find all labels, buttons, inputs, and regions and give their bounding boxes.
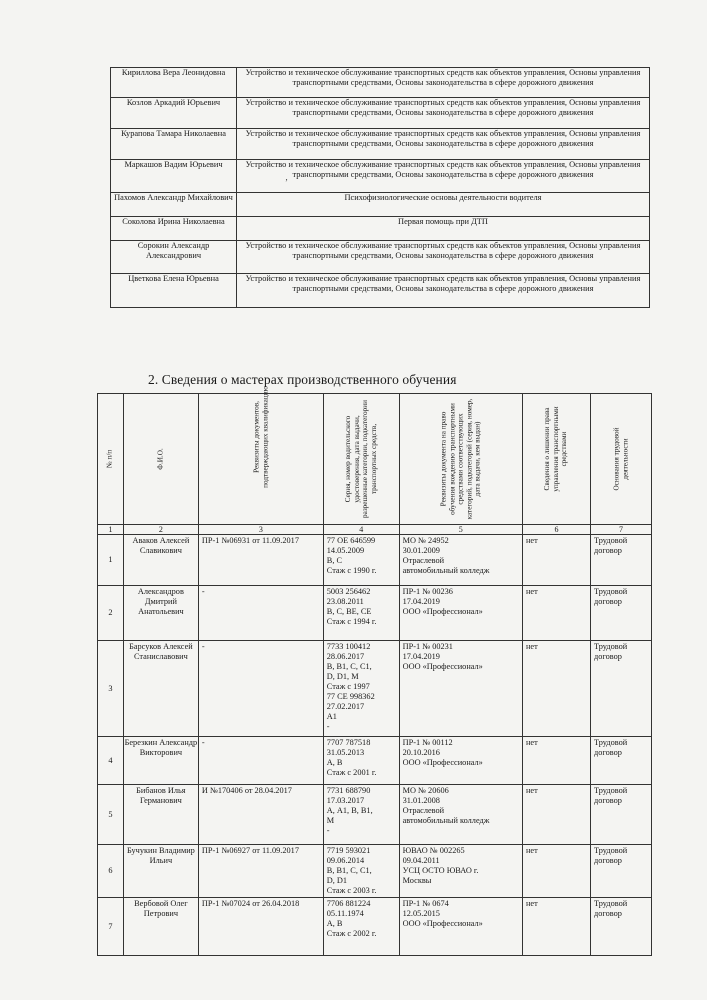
master-row (98, 785, 652, 845)
training-right-line: автомобильный колледж (402, 816, 490, 825)
license-line: 7719 593021 (326, 846, 371, 855)
master-num: 1 (98, 535, 124, 586)
teacher-row (111, 98, 650, 129)
column-index: 3 (198, 525, 323, 535)
training-right-line: ООО «Профессионал» (402, 607, 483, 616)
license-line: D, D1 (326, 876, 348, 885)
master-row (98, 641, 652, 737)
training-right-line: 12.05.2015 (402, 909, 440, 918)
header-basis: Основания трудовой деятельности (591, 394, 652, 525)
training-right-line: Отраслевой (402, 556, 445, 565)
teacher-subjects: Первая помощь при ДТП (237, 217, 650, 241)
teacher-row (111, 160, 650, 193)
master-license (323, 785, 399, 845)
license-line: 14.05.2009 (326, 546, 365, 555)
master-deprivation: нет (522, 845, 590, 898)
master-fio: Бибанов Илья Германович (123, 785, 198, 845)
license-line: 05.11.1974 (326, 909, 364, 918)
master-fio: Вербовой Олег Петрович (123, 898, 198, 956)
teacher-name: Сорокин Александр Александрович (111, 241, 237, 274)
teacher-row (111, 274, 650, 308)
header-training-right: Реквизиты документа на право обучения вождению транспортными средствами соответствующих категорий, подкатегорий (серия, номер, дата выдачи, кем выдан) (399, 394, 522, 525)
license-line: А1 (326, 712, 337, 721)
license-line: 23.08.2011 (326, 597, 364, 606)
teacher-name: Козлов Аркадий Юрьевич (111, 98, 237, 129)
training-right-line: МО № 24952 (402, 536, 449, 545)
master-num: 6 (98, 845, 124, 898)
training-right-line: 20.10.2016 (402, 748, 440, 757)
master-training-right (399, 785, 522, 845)
column-index: 4 (323, 525, 399, 535)
teacher-row (111, 217, 650, 241)
license-line: 28.06.2017 (326, 652, 365, 661)
master-license (323, 898, 399, 956)
teacher-subjects: Устройство и техническое обслуживание транспортных средств как объектов управления, Основы управления транспортными средствами, Основы законодательства в сфере дорожного движения (237, 98, 650, 129)
master-qualification: - (198, 737, 323, 785)
masters-table (97, 386, 652, 956)
master-basis: Трудовой договор (591, 785, 652, 845)
training-right-line: ПР-1 № 0674 (402, 899, 449, 908)
teacher-subjects: Психофизиологические основы деятельности водителя (237, 193, 650, 217)
master-deprivation: нет (522, 586, 590, 641)
master-deprivation: нет (522, 737, 590, 785)
teacher-name: Курапова Тамара Николаевна (111, 129, 237, 160)
training-right-line: ООО «Профессионал» (402, 662, 483, 671)
master-basis: Трудовой договор (591, 845, 652, 898)
master-deprivation: нет (522, 785, 590, 845)
column-index: 7 (591, 525, 652, 535)
master-deprivation: нет (522, 898, 590, 956)
master-row (98, 586, 652, 641)
training-right-line: 30.01.2009 (402, 546, 440, 555)
master-basis: Трудовой договор (591, 535, 652, 586)
teacher-subjects: Устройство и техническое обслуживание транспортных средств как объектов управления, Основы управления транспортными средствами, Основы законодательства в сфере дорожного движения (237, 241, 650, 274)
column-index: 1 (98, 525, 124, 535)
master-deprivation: нет (522, 641, 590, 737)
license-line: 31.05.2013 (326, 748, 365, 757)
license-line: В, В1, С, С1, (326, 866, 372, 875)
master-training-right (399, 898, 522, 956)
license-line: - (326, 826, 330, 835)
master-license (323, 737, 399, 785)
teacher-name: Цветкова Елена Юрьевна (111, 274, 237, 308)
training-right-line: ПР-1 № 00112 (402, 738, 453, 747)
master-fio: Аваков Алексей Славикович (123, 535, 198, 586)
license-line: 7706 881224 (326, 899, 371, 908)
master-fio: Бучукин Владимир Ильич (123, 845, 198, 898)
section-heading: 2. Сведения о мастерах производственного обучения (148, 372, 457, 387)
master-training-right (399, 535, 522, 586)
license-line: Стаж с 1997 (326, 682, 370, 691)
master-num: 3 (98, 641, 124, 737)
license-line: 77 СЕ 998362 (326, 692, 375, 701)
master-license (323, 586, 399, 641)
training-right-line: ООО «Профессионал» (402, 758, 483, 767)
masters-index-row (98, 525, 652, 535)
license-line: В, С, ВЕ, СЕ (326, 607, 372, 616)
teacher-row (111, 193, 650, 217)
master-row (98, 737, 652, 785)
training-right-line: Москвы (402, 876, 432, 885)
license-line: В, В1, С, С1, (326, 662, 372, 671)
master-row (98, 845, 652, 898)
training-right-line: 17.04.2019 (402, 597, 440, 606)
license-line: 77 ОЕ 646599 (326, 536, 376, 545)
column-index: 5 (399, 525, 522, 535)
teacher-subjects: Устройство и техническое обслуживание транспортных средств как объектов управления, Основы управления транспортными средствами, Основы законодательства в сфере дорожного движения (237, 129, 650, 160)
master-num: 2 (98, 586, 124, 641)
master-basis: Трудовой договор (591, 641, 652, 737)
training-right-line: ПР-1 № 00236 (402, 587, 453, 596)
header-qualification: Реквизиты документов, подтверждающих квалификацию (198, 394, 323, 525)
master-license (323, 641, 399, 737)
license-line: М (326, 816, 335, 825)
license-line: Стаж с 2003 г. (326, 886, 377, 895)
training-right-line: Отраслевой (402, 806, 445, 815)
license-line: 7707 787518 (326, 738, 371, 747)
master-training-right (399, 641, 522, 737)
master-num: 5 (98, 785, 124, 845)
license-line: Стаж с 2002 г. (326, 929, 377, 938)
license-line: 5003 256462 (326, 587, 371, 596)
master-num: 4 (98, 737, 124, 785)
license-line: А, А1, В, В1, (326, 806, 373, 815)
master-fio: Александров Дмитрий Анатольевич (123, 586, 198, 641)
master-fio: Березкин Александр Викторович (123, 737, 198, 785)
master-training-right (399, 845, 522, 898)
license-line: 27.02.2017 (326, 702, 365, 711)
master-license (323, 535, 399, 586)
teacher-name: Соколова Ирина Николаевна (111, 217, 237, 241)
master-license (323, 845, 399, 898)
column-index: 6 (522, 525, 590, 535)
header-deprivation: Сведения о лишении права управления транспортными средствами (522, 394, 590, 525)
training-right-line: ООО «Профессионал» (402, 919, 483, 928)
training-right-line: МО № 20606 (402, 786, 449, 795)
license-line: А, В (326, 919, 343, 928)
license-line: Стаж с 2001 г. (326, 768, 377, 777)
master-basis: Трудовой договор (591, 737, 652, 785)
teacher-row (111, 68, 650, 98)
license-line: 09.06.2014 (326, 856, 365, 865)
header-license: Серия, номер водительского удостоверения, дата выдачи, разрешенные категории, подкатегории транспортных средств, (323, 394, 399, 525)
master-num: 7 (98, 898, 124, 956)
masters-header-row (98, 394, 652, 525)
training-right-line: 17.04.2019 (402, 652, 440, 661)
header-fio: Ф.И.О. (123, 394, 198, 525)
master-deprivation: нет (522, 535, 590, 586)
license-line: 7731 688790 (326, 786, 371, 795)
license-line: - (326, 722, 330, 731)
master-qualification: - (198, 641, 323, 737)
master-qualification: ПР-1 №06927 от 11.09.2017 (198, 845, 323, 898)
master-training-right (399, 586, 522, 641)
license-line: D, D1, М (326, 672, 359, 681)
master-row (98, 898, 652, 956)
column-index: 2 (123, 525, 198, 535)
header-num: № п/п (98, 394, 124, 525)
training-right-line: автомобильный колледж (402, 566, 490, 575)
teacher-subjects: Устройство и техническое обслуживание транспортных средств как объектов управления, Основы управления транспортными средствами, Основы законодательства в сфере дорожного движения (237, 274, 650, 308)
training-right-line: 09.04.2011 (402, 856, 440, 865)
license-line: 17.03.2017 (326, 796, 365, 805)
teacher-row (111, 241, 650, 274)
teacher-row (111, 129, 650, 160)
master-fio: Барсуков Алексей Станиславович (123, 641, 198, 737)
scan-mark: ‚ (285, 172, 288, 182)
license-line: Стаж с 1994 г. (326, 617, 377, 626)
license-line: Стаж с 1990 г. (326, 566, 377, 575)
license-line: А, В (326, 758, 343, 767)
training-right-line: ЮВАО № 002265 (402, 846, 465, 855)
master-qualification: ПР-1 №07024 от 26.04.2018 (198, 898, 323, 956)
master-qualification: И №170406 от 28.04.2017 (198, 785, 323, 845)
training-right-line: УСЦ ОСТО ЮВАО г. (402, 866, 479, 875)
license-line: В, С (326, 556, 342, 565)
training-right-line: ПР-1 № 00231 (402, 642, 453, 651)
teacher-name: Маркашов Вадим Юрьевич (111, 160, 237, 193)
master-row (98, 535, 652, 586)
teacher-subjects: Устройство и техническое обслуживание транспортных средств как объектов управления, Основы управления транспортными средствами, Основы законодательства в сфере дорожного движения (237, 68, 650, 98)
master-basis: Трудовой договор (591, 898, 652, 956)
teacher-name: Пахомов Александр Михайлович (111, 193, 237, 217)
teachers-table (110, 67, 650, 308)
master-qualification: ПР-1 №06931 от 11.09.2017 (198, 535, 323, 586)
teacher-name: Кириллова Вера Леонидовна (111, 68, 237, 98)
license-line: 7733 100412 (326, 642, 371, 651)
training-right-line: 31.01.2008 (402, 796, 440, 805)
master-training-right (399, 737, 522, 785)
master-basis: Трудовой договор (591, 586, 652, 641)
teacher-subjects: Устройство и техническое обслуживание транспортных средств как объектов управления, Основы управления транспортными средствами, Основы законодательства в сфере дорожного движения (237, 160, 650, 193)
master-qualification: - (198, 586, 323, 641)
